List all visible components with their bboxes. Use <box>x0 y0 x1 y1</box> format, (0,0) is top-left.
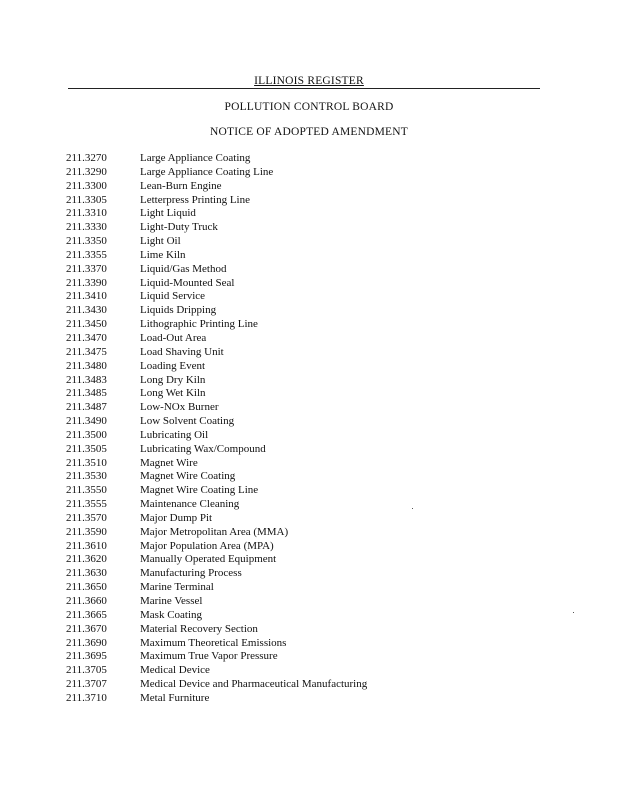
section-number: 211.3490 <box>66 415 107 428</box>
defined-term: Load Shaving Unit <box>140 345 224 358</box>
list-item <box>66 415 546 429</box>
section-number: 211.3305 <box>66 193 107 206</box>
list-item <box>66 318 546 332</box>
defined-term: Manually Operated Equipment <box>140 553 277 566</box>
definitions-list <box>66 152 546 706</box>
section-number: 211.3350 <box>66 235 107 248</box>
defined-term: Load-Out Area <box>140 331 207 344</box>
defined-term: Manufacturing Process <box>140 567 242 580</box>
list-item <box>66 180 546 194</box>
section-number: 211.3590 <box>66 525 107 538</box>
defined-term: Letterpress Printing Line <box>140 193 250 206</box>
list-item <box>66 429 546 443</box>
section-number: 211.3480 <box>66 359 107 372</box>
list-item <box>66 581 546 595</box>
section-number: 211.3483 <box>66 373 107 386</box>
section-number: 211.3705 <box>66 664 107 677</box>
defined-term: Major Metropolitan Area (MMA) <box>140 525 289 538</box>
defined-term: Liquids Dripping <box>140 304 217 317</box>
section-number: 211.3530 <box>66 470 107 483</box>
defined-term: Maximum True Vapor Pressure <box>140 650 278 663</box>
list-item <box>66 401 546 415</box>
section-number: 211.3370 <box>66 262 107 275</box>
list-item <box>66 360 546 374</box>
defined-term: Magnet Wire Coating <box>140 470 236 483</box>
section-number: 211.3660 <box>66 595 107 607</box>
section-number: 211.3430 <box>66 304 107 317</box>
defined-term: Magnet Wire <box>140 456 198 469</box>
section-number: 211.3707 <box>66 678 107 691</box>
scan-speck <box>412 508 413 509</box>
list-item <box>66 498 546 512</box>
list-item <box>66 609 546 623</box>
defined-term: Maintenance Cleaning <box>140 498 240 511</box>
defined-term: Light Oil <box>140 235 181 248</box>
defined-term: Lithographic Printing Line <box>140 318 258 331</box>
section-number: 211.3310 <box>66 207 107 220</box>
section-number: 211.3570 <box>66 511 107 524</box>
list-item <box>66 637 546 651</box>
list-item <box>66 263 546 277</box>
list-item <box>66 374 546 388</box>
defined-term: Metal Furniture <box>140 691 210 704</box>
defined-term: Low-NOx Burner <box>140 401 219 414</box>
section-number: 211.3470 <box>66 331 107 344</box>
list-item <box>66 457 546 471</box>
defined-term: Magnet Wire Coating Line <box>140 484 259 497</box>
section-number: 211.3355 <box>66 248 107 261</box>
section-number: 211.3650 <box>66 581 107 594</box>
defined-term: Lime Kiln <box>140 248 186 261</box>
section-number: 211.3690 <box>66 636 107 649</box>
defined-term: Mask Coating <box>140 608 203 621</box>
list-item <box>66 567 546 581</box>
section-number: 211.3710 <box>66 691 107 704</box>
defined-term: Low Solvent Coating <box>140 415 235 428</box>
list-item <box>66 540 546 554</box>
defined-term: Large Appliance Coating Line <box>140 165 274 178</box>
section-number: 211.3487 <box>66 401 107 414</box>
list-item <box>66 346 546 360</box>
list-item <box>66 526 546 540</box>
list-item <box>66 304 546 318</box>
list-item <box>66 443 546 457</box>
section-number: 211.3670 <box>66 622 107 635</box>
list-item <box>66 553 546 567</box>
defined-term: Marine Terminal <box>140 581 214 594</box>
list-item <box>66 484 546 498</box>
section-number: 211.3390 <box>66 276 107 289</box>
defined-term: Material Recovery Section <box>140 622 258 635</box>
list-item <box>66 595 546 609</box>
list-item <box>66 194 546 208</box>
defined-term: Light-Duty Truck <box>140 221 218 234</box>
list-item <box>66 623 546 637</box>
list-item <box>66 650 546 664</box>
section-number: 211.3695 <box>66 650 107 663</box>
list-item <box>66 387 546 401</box>
defined-term: Lean-Burn Engine <box>140 179 222 192</box>
section-number: 211.3300 <box>66 179 107 192</box>
section-number: 211.3630 <box>66 567 107 580</box>
list-item <box>66 207 546 221</box>
defined-term: Major Dump Pit <box>140 511 213 524</box>
defined-term: Liquid Service <box>140 290 206 303</box>
section-number: 211.3290 <box>66 165 107 178</box>
section-number: 211.3485 <box>66 387 107 400</box>
section-number: 211.3665 <box>66 608 107 621</box>
list-item <box>66 512 546 526</box>
defined-term: Light Liquid <box>140 207 196 220</box>
section-number: 211.3620 <box>66 553 107 566</box>
list-item <box>66 664 546 678</box>
section-number: 211.3555 <box>66 498 107 511</box>
defined-term: Lubricating Oil <box>140 428 209 441</box>
notice-title: NOTICE OF ADOPTED AMENDMENT <box>209 126 409 138</box>
list-item <box>66 277 546 291</box>
list-item <box>66 290 546 304</box>
header-rule <box>68 88 540 89</box>
defined-term: Long Dry Kiln <box>140 373 206 386</box>
section-number: 211.3475 <box>66 345 107 358</box>
list-item <box>66 470 546 484</box>
section-number: 211.3410 <box>66 290 107 303</box>
section-number: 211.3500 <box>66 428 107 441</box>
defined-term: Lubricating Wax/Compound <box>140 442 266 455</box>
defined-term: Large Appliance Coating <box>140 152 251 164</box>
list-item <box>66 249 546 263</box>
list-item <box>66 678 546 692</box>
defined-term: Marine Vessel <box>140 595 203 607</box>
defined-term: Medical Device and Pharmaceutical Manufacturing <box>140 678 368 691</box>
section-number: 211.3450 <box>66 318 107 331</box>
section-number: 211.3610 <box>66 539 107 552</box>
section-number: 211.3505 <box>66 442 107 455</box>
section-number: 211.3270 <box>66 152 107 164</box>
defined-term: Medical Device <box>140 664 210 677</box>
list-item <box>66 692 546 706</box>
list-item <box>66 152 546 166</box>
section-number: 211.3330 <box>66 221 107 234</box>
defined-term: Liquid/Gas Method <box>140 262 227 275</box>
list-item <box>66 332 546 346</box>
section-number: 211.3550 <box>66 484 107 497</box>
scan-speck <box>573 612 574 613</box>
list-item <box>66 221 546 235</box>
defined-term: Long Wet Kiln <box>140 387 206 400</box>
section-number: 211.3510 <box>66 456 107 469</box>
register-title: ILLINOIS REGISTER <box>254 75 364 87</box>
defined-term: Liquid-Mounted Seal <box>140 276 235 289</box>
list-item <box>66 166 546 180</box>
board-title: POLLUTION CONTROL BOARD <box>224 101 394 113</box>
defined-term: Loading Event <box>140 359 206 372</box>
defined-term: Major Population Area (MPA) <box>140 539 274 552</box>
list-item <box>66 235 546 249</box>
defined-term: Maximum Theoretical Emissions <box>140 636 287 649</box>
